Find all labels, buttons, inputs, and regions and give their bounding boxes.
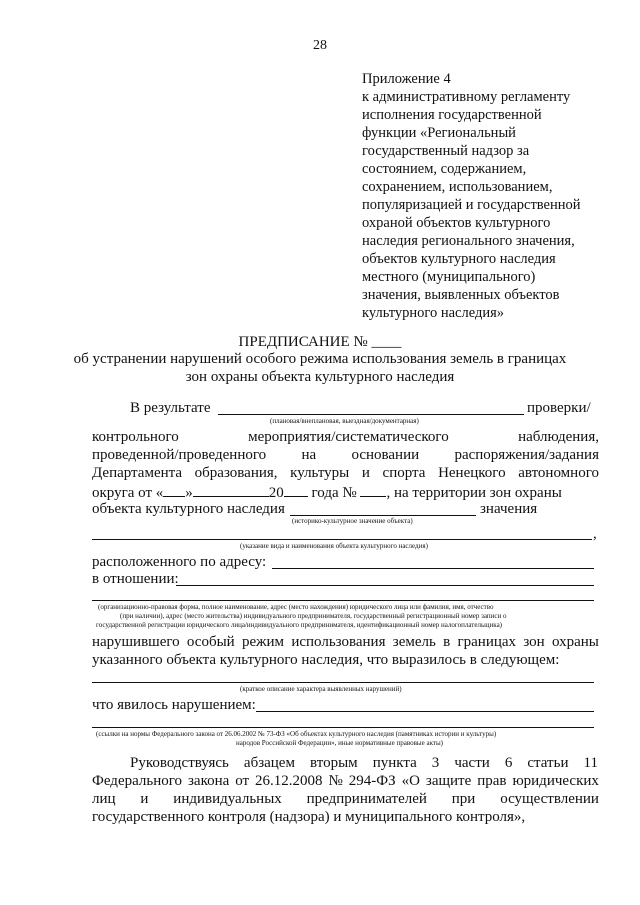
document-title: ПРЕДПИСАНИЕ № ____ — [238, 334, 402, 350]
word: мероприятия/систематического — [248, 429, 449, 445]
word: осуществлении — [500, 791, 599, 807]
appendix-block — [362, 70, 612, 322]
caption-violations: (краткое описание характера выявленных нарушений) — [240, 685, 402, 693]
regarding-blank-2[interactable] — [92, 600, 594, 601]
word: земель — [392, 634, 436, 650]
word: лиц — [92, 791, 116, 807]
word: предпринимателей — [306, 791, 427, 807]
guided-line-1 — [130, 754, 598, 772]
located-label: расположенного по адресу: — [92, 554, 267, 570]
line-6-start: объекта культурного наследия — [92, 501, 285, 517]
word: зон — [523, 634, 545, 650]
date-prefix: округа от « — [92, 485, 164, 501]
word: охраны — [552, 634, 599, 650]
word: прав — [477, 773, 507, 789]
caption-significance: (историко-культурное значение объекта) — [292, 517, 413, 525]
appendix-line: состоянием, содержанием, — [362, 161, 527, 177]
p1-end: проверки/ — [527, 400, 591, 416]
word: использования — [291, 634, 386, 650]
caption-entity-3: государственной регистрации юридического лица/индивидуального предпринимателя, идентификационный номер налогоплательщика) — [96, 621, 503, 629]
caption-object: (указание вида и наименования объекта культурного наследия) — [240, 542, 428, 550]
word: № — [328, 773, 343, 789]
day-blank[interactable] — [163, 482, 185, 497]
object-blank[interactable] — [92, 539, 592, 540]
violated-line-1 — [92, 633, 599, 651]
appendix-line: функции «Региональный — [362, 125, 516, 141]
number-label: года № — [311, 485, 357, 501]
caption-entity-2: (при наличии), адрес (место жительства) индивидуального предпринимателя, государственный регистрационный номер записи о — [120, 612, 507, 620]
violation-blank[interactable] — [256, 711, 594, 712]
page-number: 28 — [313, 38, 327, 53]
object-comma: , — [593, 526, 597, 542]
line-5 — [92, 482, 562, 502]
line-3 — [92, 446, 599, 464]
guided-line-3 — [92, 790, 599, 808]
word: абзацем — [243, 755, 295, 771]
word: спорта — [382, 465, 426, 481]
line-6-end: значения — [480, 501, 538, 517]
document-subtitle-1: об устранении нарушений особого режима использования земель в границах — [73, 351, 567, 367]
word: и — [140, 791, 149, 807]
appendix-line: сохранением, использованием, — [362, 179, 553, 195]
violated-line-2: указанного объекта культурного наследия, что выразилось в следующем: — [92, 652, 560, 668]
appendix-line: государственный надзор за — [362, 143, 530, 159]
word: Руководствуясь — [130, 755, 229, 771]
regarding-blank[interactable] — [176, 585, 594, 586]
line-4 — [92, 464, 599, 482]
word: на — [301, 447, 317, 463]
appendix-line: культурного наследия» — [362, 305, 505, 321]
word: юридических — [512, 773, 599, 789]
word: пункта — [372, 755, 417, 771]
word: «О — [401, 773, 420, 789]
appendix-line: к административному регламенту — [362, 89, 571, 105]
appendix-line: популяризацией и государственной — [362, 197, 581, 213]
appendix-line: объектов культурного наследия — [362, 251, 556, 267]
word: нарушившего — [92, 634, 180, 650]
word: 26.12.2008 — [255, 773, 323, 789]
law-blank[interactable] — [92, 727, 594, 728]
p1-start: В результате — [130, 400, 211, 416]
significance-blank[interactable] — [290, 515, 476, 516]
word: режим — [241, 634, 285, 650]
caption-law-1: (ссылки на нормы Федерального закона от 26.06.2002 № 73-ФЗ «Об объектах культурного наследия (памятниках истории и культуры) — [96, 730, 497, 738]
word: контрольного — [92, 429, 179, 445]
caption-law-2: народов Российской Федерации», иные нормативные правовые акты) — [236, 739, 443, 747]
check-type-blank[interactable] — [218, 414, 524, 415]
year-blank[interactable] — [284, 482, 308, 497]
address-blank[interactable] — [272, 568, 594, 569]
word: основании — [351, 447, 420, 463]
guided-line-2 — [92, 772, 599, 790]
document-subtitle-2: зон охраны объекта культурного наследия — [185, 369, 455, 385]
word: проведенной/проведенного — [92, 447, 267, 463]
word: 6 — [504, 755, 513, 771]
word: и — [361, 465, 370, 481]
line-2 — [92, 428, 599, 446]
word: 3 — [431, 755, 440, 771]
word: 294-ФЗ — [348, 773, 396, 789]
word: в — [443, 634, 451, 650]
word: защите — [425, 773, 472, 789]
appendix-line: охраной объектов культурного — [362, 215, 551, 231]
word: статьи — [527, 755, 569, 771]
number-blank[interactable] — [360, 482, 386, 497]
territory-text: , на территории зон охраны — [386, 485, 562, 501]
violation-label: что явилось нарушением: — [92, 697, 256, 713]
appendix-line: значения, выявленных объектов — [362, 287, 560, 303]
word: границах — [457, 634, 517, 650]
word: вторым — [310, 755, 358, 771]
caption-entity-1: (организационно-правовая форма, полное наименование, адрес (место нахождения) юридического лица или фамилия, имя, отчество — [98, 603, 494, 611]
word: 11 — [583, 755, 598, 771]
date-quote: » — [185, 485, 193, 501]
caption-check-type: (плановая/внеплановая, выездная/документарная) — [270, 417, 419, 425]
regarding-label: в отношении: — [92, 571, 179, 587]
appendix-line: исполнения государственной — [362, 107, 542, 123]
appendix-line: наследия регионального значения, — [362, 233, 575, 249]
violations-blank[interactable] — [92, 682, 594, 683]
word: от — [235, 773, 250, 789]
word: распоряжения/задания — [454, 447, 599, 463]
guided-line-4: государственного контроля (надзора) и муниципального контроля», — [92, 809, 526, 825]
month-blank[interactable] — [193, 482, 269, 497]
word: закона — [187, 773, 230, 789]
word: при — [451, 791, 476, 807]
word: особый — [186, 634, 235, 650]
year-prefix: 20 — [268, 485, 284, 501]
word: наблюдения, — [518, 429, 599, 445]
word: Ненецкого — [438, 465, 506, 481]
word: Федерального — [92, 773, 183, 789]
word: культуры — [290, 465, 350, 481]
word: части — [454, 755, 490, 771]
word: автономного — [518, 465, 599, 481]
word: индивидуальных — [173, 791, 282, 807]
appendix-line: местного (муниципального) — [362, 269, 536, 285]
appendix-line: Приложение 4 — [362, 71, 451, 87]
word: Департамента — [92, 465, 183, 481]
word: образования, — [194, 465, 278, 481]
